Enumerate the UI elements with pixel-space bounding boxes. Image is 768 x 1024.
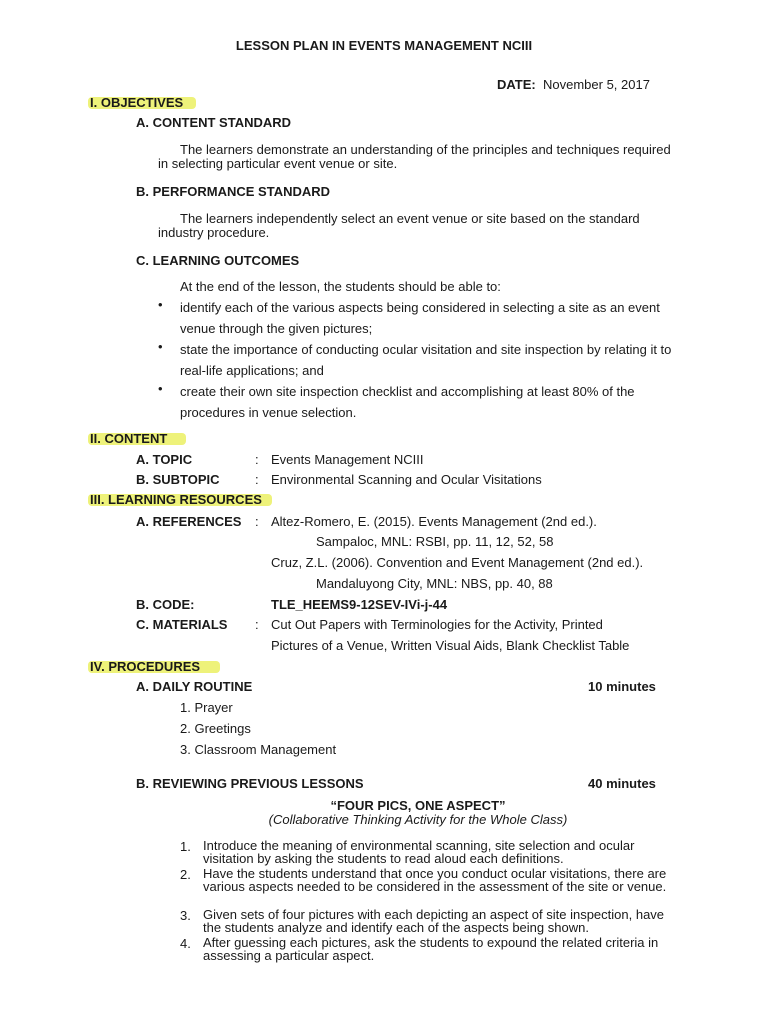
reviewing-time: 40 minutes — [588, 776, 656, 791]
colon: : — [255, 617, 259, 632]
outcome-text: identify each of the various aspects being considered in selecting a site as an event venue through the given pictures; — [180, 300, 660, 336]
performance-standard-text: The learners independently select an event venue or site based on the standard industry procedure. — [158, 211, 640, 240]
outcome-text: state the importance of conducting ocular visitation and site inspection by relating it to real-life applications; and — [180, 342, 672, 378]
list-item: 2. Greetings — [180, 721, 251, 736]
bullet-icon: • — [158, 297, 163, 312]
section-heading-objectives: I. OBJECTIVES — [90, 95, 184, 110]
colon: : — [255, 514, 259, 529]
step-text: Introduce the meaning of environmental scanning, site selection and ocular visitation by asking the students to read aloud each definitions. — [203, 838, 635, 866]
step-text: Given sets of four pictures with each depicting an aspect of site inspection, have the students analyze and identify each of the aspects being shown. — [203, 907, 665, 935]
topic-value: Events Management NCIII — [271, 452, 424, 467]
step-text: After guessing each pictures, ask the students to expound the related criteria in assessing a particular aspect. — [203, 935, 659, 963]
bullet-icon: • — [158, 381, 163, 396]
step-number: 4. — [180, 936, 191, 951]
list-item: 1. Prayer — [180, 700, 233, 715]
daily-routine-time: 10 minutes — [588, 679, 656, 694]
document-title: LESSON PLAN IN EVENTS MANAGEMENT NCIII — [235, 38, 533, 53]
subtopic-label: B. SUBTOPIC — [136, 472, 220, 487]
subheading-performance-standard: B. PERFORMANCE STANDARD — [136, 184, 331, 199]
section-heading-procedures: IV. PROCEDURES — [90, 659, 201, 674]
learning-outcomes-intro: At the end of the lesson, the students should be able to: — [180, 279, 501, 294]
topic-label: A. TOPIC — [136, 452, 193, 467]
reference-line: Mandaluyong City, MNL: NBS, pp. 40, 88 — [316, 576, 553, 591]
step-number: 2. — [180, 867, 191, 882]
activity-title: “FOUR PICS, ONE ASPECT” — [330, 798, 506, 813]
outcome-text: create their own site inspection checklist and accomplishing at least 80% of the procedures in venue selection. — [180, 384, 635, 420]
date-line — [497, 77, 650, 92]
content-standard-text: The learners demonstrate an understanding of the principles and techniques required in selecting particular event venue or site. — [158, 142, 671, 171]
colon: : — [255, 452, 259, 467]
reference-line: Sampaloc, MNL: RSBI, pp. 11, 12, 52, 58 — [316, 534, 554, 549]
reference-line: Cruz, Z.L. (2006). Convention and Event Management (2nd ed.). — [271, 555, 644, 570]
section-heading-resources: III. LEARNING RESOURCES — [90, 492, 262, 507]
section-heading-content: II. CONTENT — [90, 431, 168, 446]
activity-subtitle: (Collaborative Thinking Activity for the Whole Class) — [268, 812, 568, 827]
date-label: DATE: — [497, 77, 536, 92]
reference-line: Altez-Romero, E. (2015). Events Management (2nd ed.). — [271, 514, 597, 529]
code-value: TLE_HEEMS9-12SEV-IVi-j-44 — [271, 597, 448, 612]
code-label: B. CODE: — [136, 597, 195, 612]
step-number: 1. — [180, 839, 191, 854]
materials-line: Pictures of a Venue, Written Visual Aids, Blank Checklist Table — [271, 638, 630, 653]
subheading-content-standard: A. CONTENT STANDARD — [136, 115, 292, 130]
date-value: November 5, 2017 — [543, 77, 650, 92]
subtopic-value: Environmental Scanning and Ocular Visitations — [271, 472, 542, 487]
colon: : — [255, 472, 259, 487]
step-number: 3. — [180, 908, 191, 923]
subheading-learning-outcomes: C. LEARNING OUTCOMES — [136, 253, 300, 268]
reviewing-label: B. REVIEWING PREVIOUS LESSONS — [136, 776, 364, 791]
daily-routine-label: A. DAILY ROUTINE — [136, 679, 253, 694]
materials-line: Cut Out Papers with Terminologies for the Activity, Printed — [271, 617, 603, 632]
bullet-icon: • — [158, 339, 163, 354]
materials-label: C. MATERIALS — [136, 617, 228, 632]
references-label: A. REFERENCES — [136, 514, 242, 529]
list-item: 3. Classroom Management — [180, 742, 337, 757]
step-text: Have the students understand that once you conduct ocular visitations, there are various aspects needed to be considered in the assessment of the site or venue. — [203, 866, 667, 894]
